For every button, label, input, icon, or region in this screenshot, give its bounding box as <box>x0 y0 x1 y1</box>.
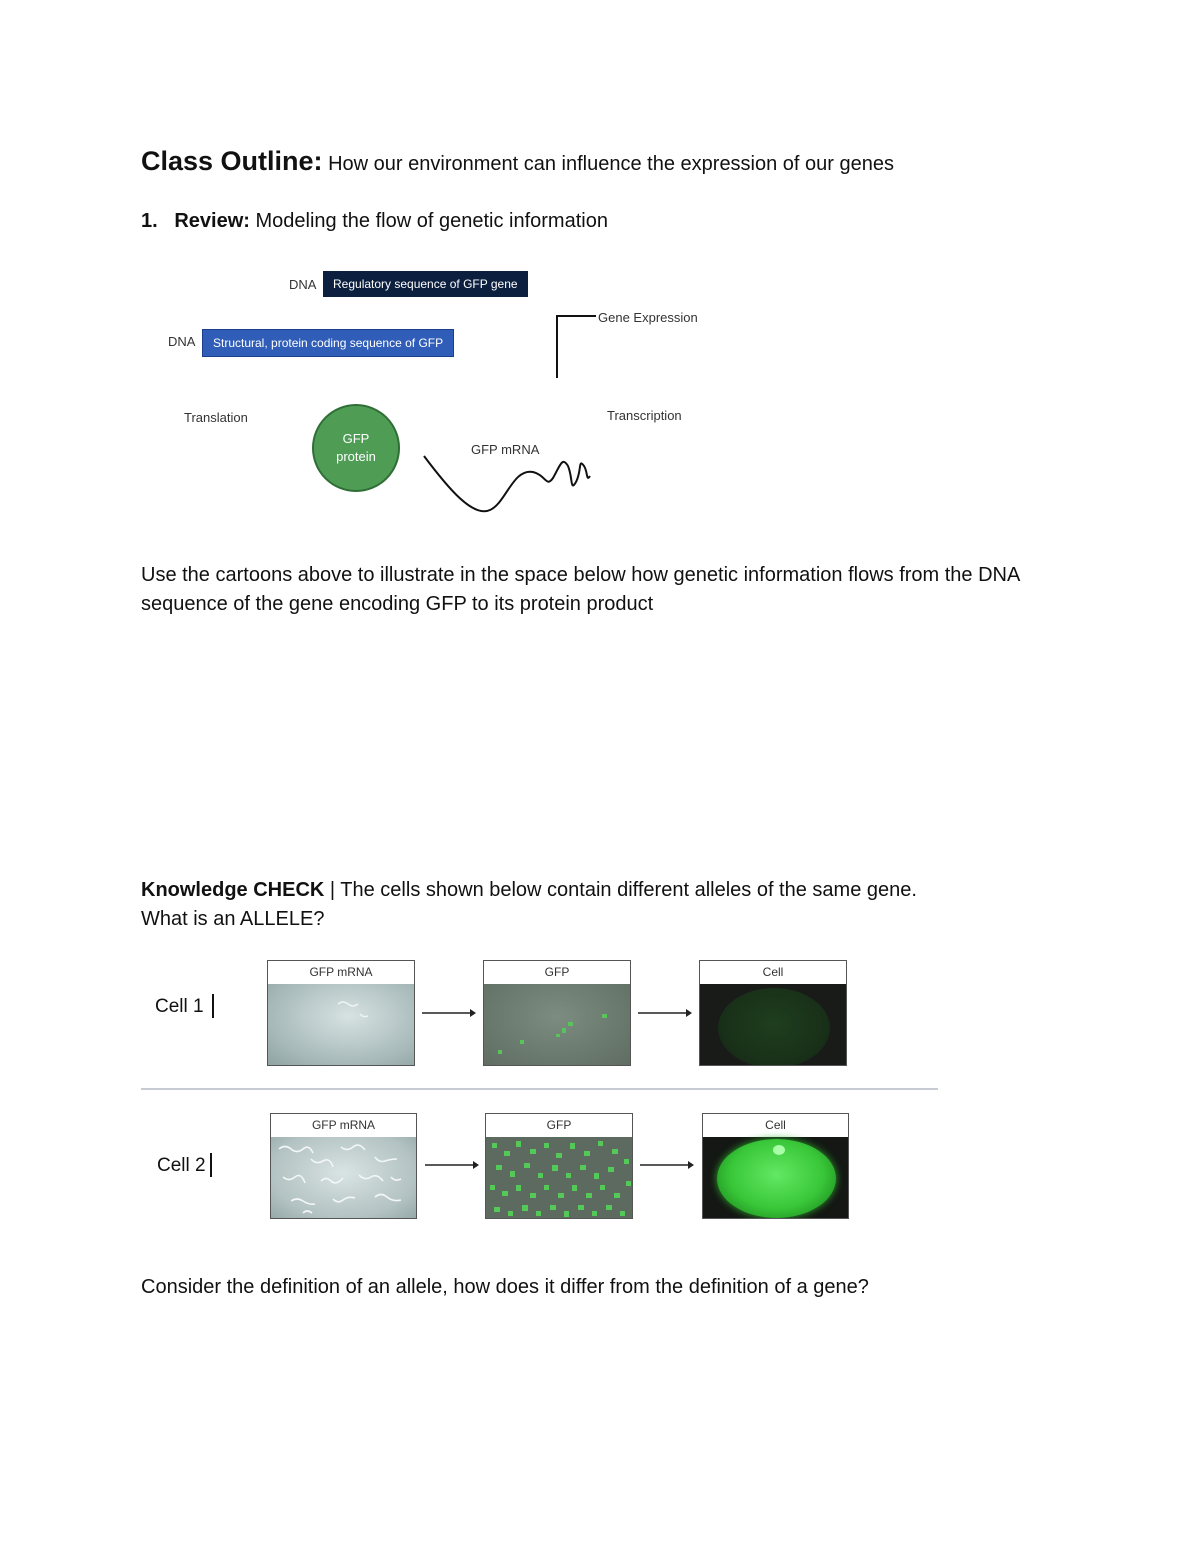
knowledge-check-bold: Knowledge CHECK <box>141 879 325 901</box>
gfp-protein-line1: GFP <box>342 431 370 446</box>
gene-expression-label: Gene Expression <box>598 310 698 325</box>
allele-question: What is an ALLELE? <box>141 908 325 930</box>
knowledge-check-rest: | The cells shown below contain different alleles of the same gene. <box>324 879 917 901</box>
cell-2-label: Cell 2 <box>157 1155 206 1176</box>
cell-1-divider <box>212 994 214 1018</box>
cell2-mrna-strands <box>271 1137 417 1219</box>
cell2-gfp-image <box>486 1137 632 1218</box>
translation-label: Translation <box>184 410 248 425</box>
dna-label-2: DNA <box>168 334 196 349</box>
title-bold: Class Outline: <box>141 146 323 176</box>
cell2-gfp-dots <box>486 1137 633 1219</box>
cell1-mrna-image <box>268 984 414 1065</box>
regulatory-sequence-box: Regulatory sequence of GFP gene <box>323 271 528 297</box>
cell2-cell-image <box>703 1137 848 1218</box>
cell2-mrna-caption: GFP mRNA <box>271 1114 416 1138</box>
transcription-label: Transcription <box>607 408 682 423</box>
cell1-cell-caption: Cell <box>700 961 846 985</box>
cell1-arrow-2 <box>638 1006 692 1020</box>
cell2-arrow-1 <box>425 1158 479 1172</box>
review-heading <box>141 210 608 233</box>
gfp-protein-circle <box>312 404 400 492</box>
cell2-cell-caption: Cell <box>703 1114 848 1138</box>
cell1-gfp-caption: GFP <box>484 961 630 985</box>
review-rest: Modeling the flow of genetic information <box>255 210 608 232</box>
cell1-cell-image <box>700 984 846 1065</box>
gfp-protein-line2: protein <box>336 449 376 464</box>
dna-label-1: DNA <box>289 277 317 292</box>
instruction-paragraph: Use the cartoons above to illustrate in the space below how genetic information flows from the DNA sequence of the gene encoding GFP to its protein product <box>141 564 1020 615</box>
cell-1-label: Cell 1 <box>155 996 204 1017</box>
cell1-mrna-panel <box>267 960 415 1066</box>
cell1-gfp-panel <box>483 960 631 1066</box>
mrna-squiggle <box>418 448 598 518</box>
title-rest: How our environment can influence the expression of our genes <box>328 153 894 175</box>
knowledge-check <box>141 876 1071 934</box>
gfp-mrna-label: GFP mRNA <box>471 442 540 457</box>
allele-vs-gene-question: Consider the definition of an allele, how does it differ from the definition of a gene? <box>141 1276 869 1298</box>
cell-row-separator <box>141 1088 938 1090</box>
cell2-gfp-panel <box>485 1113 633 1219</box>
cell2-gfp-caption: GFP <box>486 1114 632 1138</box>
review-number: 1. <box>141 210 158 232</box>
cell1-gfp-image <box>484 984 630 1065</box>
page-title <box>141 146 894 177</box>
cell1-mrna-strands <box>268 984 415 1066</box>
cell-2-divider <box>210 1153 212 1177</box>
cell1-cell-panel <box>699 960 847 1066</box>
cell1-mrna-caption: GFP mRNA <box>268 961 414 985</box>
review-bold: Review: <box>174 210 250 232</box>
cell2-arrow-2 <box>640 1158 694 1172</box>
cell1-arrow-1 <box>422 1006 476 1020</box>
cell2-mrna-panel <box>270 1113 417 1219</box>
cell2-cell-panel <box>702 1113 849 1219</box>
structural-sequence-box: Structural, protein coding sequence of GFP <box>202 329 454 357</box>
gene-expression-bracket <box>550 308 600 380</box>
cell2-mrna-image <box>271 1137 416 1218</box>
cell1-gfp-dots <box>484 984 631 1066</box>
